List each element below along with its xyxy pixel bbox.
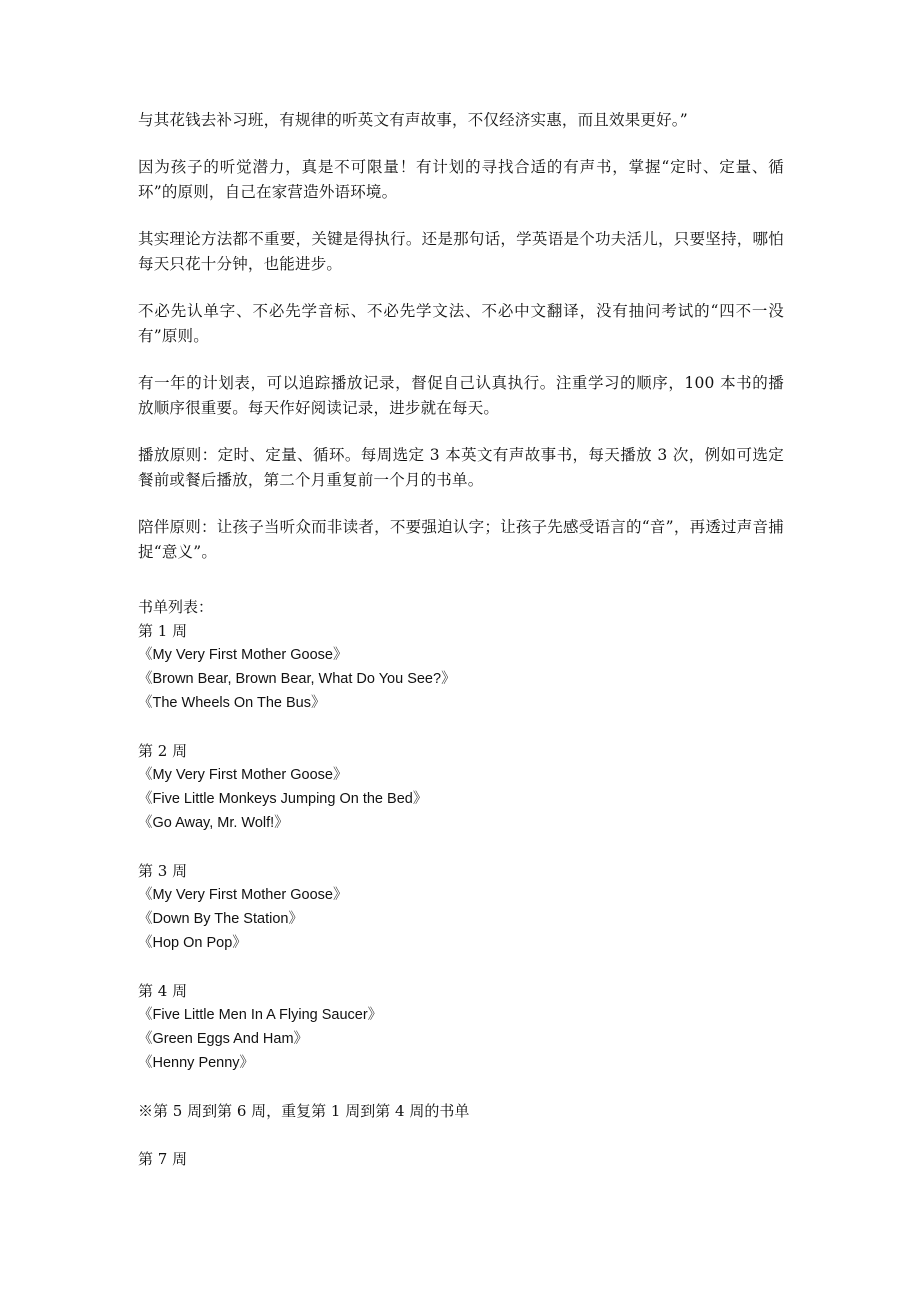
paragraph-four-nots: 不必先认单字、不必先学音标、不必先学文法、不必中文翻译，没有抽问考试的“四不一没有”原则。 [138,302,784,345]
paragraph-listening-potential: 因为孩子的听觉潜力，真是不可限量！有计划的寻找合适的有声书，掌握“定时、定量、循环”的原则，自己在家营造外语环境。 [138,158,784,201]
book-title: 《Brown Bear, Brown Bear, What Do You See?》 [138,671,456,687]
week-label: 第 2 周 [138,742,188,760]
book-title: 《Go Away, Mr. Wolf!》 [138,815,289,831]
paragraph-plan-table: 有一年的计划表，可以追踪播放记录，督促自己认真执行。注重学习的顺序，100 本书的播放顺序很重要。每天作好阅读记录，进步就在每天。 [138,374,784,417]
paragraph-execution: 其实理论方法都不重要，关键是得执行。还是那句话，学英语是个功夫活儿，只要坚持，哪怕每天只花十分钟，也能进步。 [138,230,784,273]
spacer [138,955,784,979]
spacer [138,1123,784,1147]
week-label: 第 1 周 [138,622,188,640]
week-3 [138,859,784,955]
paragraph-intro: 与其花钱去补习班，有规律的听英文有声故事，不仅经济实惠，而且效果更好。” [138,111,688,129]
week-1 [138,619,784,715]
week-4 [138,979,784,1075]
spacer [138,835,784,859]
week-label: 第 3 周 [138,862,188,880]
book-title: 《My Very First Mother Goose》 [138,887,348,903]
book-title: 《Five Little Monkeys Jumping On the Bed》 [138,791,428,807]
book-title: 《Five Little Men In A Flying Saucer》 [138,1007,383,1023]
spacer [138,1075,784,1099]
repeat-note: ※第 5 周到第 6 周，重复第 1 周到第 4 周的书单 [138,1102,470,1120]
booklist-heading: 书单列表： [138,598,214,616]
book-title: 《My Very First Mother Goose》 [138,647,348,663]
week-7-label: 第 7 周 [138,1150,188,1168]
book-title: 《The Wheels On The Bus》 [138,695,326,711]
book-title: 《Green Eggs And Ham》 [138,1031,309,1047]
week-2 [138,739,784,835]
document-page [138,108,784,1171]
book-title: 《Hop On Pop》 [138,935,247,951]
book-title: 《Henny Penny》 [138,1055,255,1071]
book-title: 《Down By The Station》 [138,911,303,927]
paragraph-companion-principle: 陪伴原则：让孩子当听众而非读者，不要强迫认字；让孩子先感受语言的“音”，再透过声音捕捉“意义”。 [138,518,784,561]
week-label: 第 4 周 [138,982,188,1000]
book-title: 《My Very First Mother Goose》 [138,767,348,783]
spacer [138,715,784,739]
paragraph-play-principle: 播放原则：定时、定量、循环。每周选定 3 本英文有声故事书，每天播放 3 次，例如可选定餐前或餐后播放，第二个月重复前一个月的书单。 [138,446,784,489]
booklist [138,595,784,1171]
